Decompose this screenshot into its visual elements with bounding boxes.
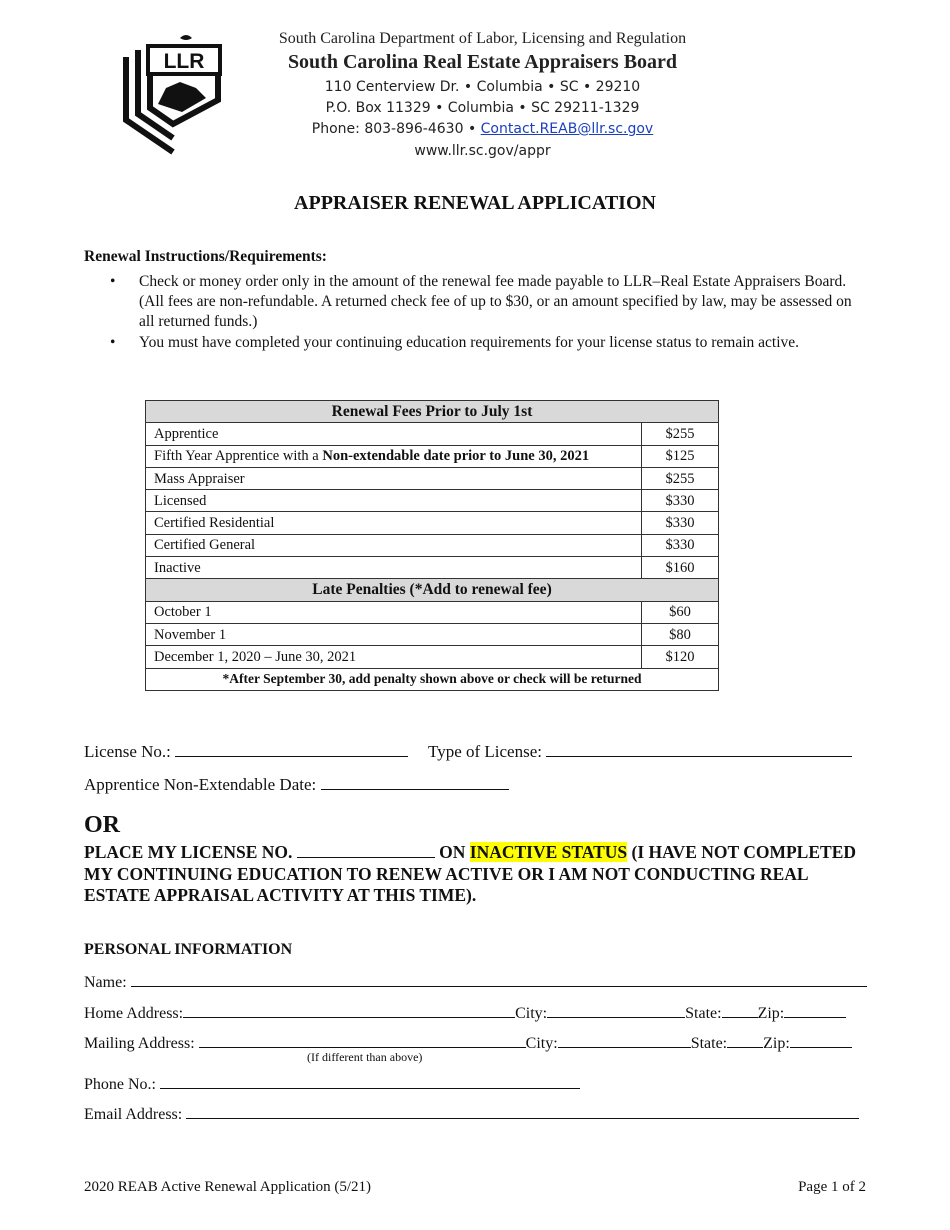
table-row: Licensed $330 — [146, 490, 719, 512]
home-state-input[interactable] — [722, 1001, 758, 1018]
table-row: Mass Appraiser $255 — [146, 467, 719, 489]
name-field: Name: — [84, 970, 867, 992]
table-section-header: Renewal Fees Prior to July 1st — [146, 401, 719, 423]
table-row: October 1 $60 — [146, 601, 719, 623]
license-type-input[interactable] — [546, 740, 852, 757]
inactive-status-statement: PLACE MY LICENSE NO. ON INACTIVE STATUS (I HAVE NOT COMPLETED MY CONTINUING EDUCATION TO RENEW ACTIVE OR I AM NOT CONDUCTING REAL ESTATE APPRAISAL ACTIVITY AT THIS TIME). — [84, 842, 857, 905]
name-input[interactable] — [131, 970, 867, 987]
table-row: Inactive $160 — [146, 557, 719, 579]
apprentice-date-label: Apprentice Non-Extendable Date: — [84, 775, 317, 794]
instructions-list — [110, 272, 870, 354]
home-address-input[interactable] — [183, 1001, 515, 1018]
personal-info-heading: PERSONAL INFORMATION — [84, 941, 293, 958]
apprentice-date-field — [84, 773, 509, 795]
mailing-zip-input[interactable] — [790, 1031, 852, 1048]
logo-text: LLR — [163, 50, 205, 73]
footer-form-id: 2020 REAB Active Renewal Application (5/21) — [84, 1179, 372, 1195]
license-no-label: License No.: — [84, 742, 171, 761]
table-row: November 1 $80 — [146, 623, 719, 645]
email-input[interactable] — [186, 1102, 859, 1119]
llr-logo — [118, 32, 228, 157]
mailing-state-input[interactable] — [727, 1031, 763, 1048]
po-box-address: P.O. Box 11329 • Columbia • SC 29211-1329 — [325, 100, 640, 116]
website: www.llr.sc.gov/appr — [414, 143, 551, 159]
table-row: Apprentice $255 — [146, 423, 719, 445]
inactive-status-highlight: INACTIVE STATUS — [469, 842, 628, 862]
home-city-input[interactable] — [547, 1001, 685, 1018]
board-name: South Carolina Real Estate Appraisers Board — [287, 51, 678, 73]
license-no-input[interactable] — [175, 740, 408, 757]
table-row: Fifth Year Apprentice with a Non-extendable date prior to June 30, 2021 $125 — [146, 445, 719, 467]
table-row: December 1, 2020 – June 30, 2021 $120 — [146, 646, 719, 668]
instructions-heading: Renewal Instructions/Requirements: — [84, 248, 327, 265]
phone-text: Phone: 803-896-4630 • — [311, 121, 481, 137]
mailing-address-input[interactable] — [199, 1031, 526, 1048]
apprentice-date-input[interactable] — [321, 773, 509, 790]
table-section-header: Late Penalties (*Add to renewal fee) — [146, 579, 719, 601]
home-address-row: Home Address: City: State: Zip: — [84, 1001, 846, 1023]
fees-table — [145, 400, 719, 691]
license-no-field — [84, 740, 408, 762]
or-divider: OR — [84, 812, 120, 838]
table-footnote: *After September 30, add penalty shown above or check will be returned — [146, 668, 719, 690]
footer-page-number: Page 1 of 2 — [798, 1179, 866, 1195]
department-name: South Carolina Department of Labor, Licensing and Regulation — [278, 30, 687, 47]
table-row: Certified General $330 — [146, 534, 719, 556]
page-title: APPRAISER RENEWAL APPLICATION — [294, 192, 656, 214]
street-address: 110 Centerview Dr. • Columbia • SC • 29210 — [324, 79, 641, 95]
phone-field: Phone No.: — [84, 1072, 580, 1094]
table-row: Certified Residential $330 — [146, 512, 719, 534]
mailing-city-input[interactable] — [558, 1031, 691, 1048]
phone-input[interactable] — [160, 1072, 580, 1089]
email-link[interactable]: Contact.REAB@llr.sc.gov — [480, 121, 654, 137]
inactive-license-no-input[interactable] — [297, 843, 435, 858]
if-different-note: (If different than above) — [307, 1050, 423, 1064]
email-field: Email Address: — [84, 1102, 859, 1124]
home-zip-input[interactable] — [784, 1001, 846, 1018]
mailing-address-row: Mailing Address: City: State: Zip: — [84, 1031, 852, 1053]
list-item: • You must have completed your continuing education requirements for your license status to remain active. — [110, 334, 800, 351]
list-item: • Check or money order only in the amount of the renewal fee made payable to LLR–Real Estate Appraisers Board. (All fees are non-refundable. A returned check fee of up to $30, or an amount specified by law, may be assessed on all returned funds.) — [110, 273, 852, 330]
license-type-field — [428, 740, 852, 762]
license-type-label: Type of License: — [428, 742, 542, 761]
contact-line — [225, 121, 740, 137]
